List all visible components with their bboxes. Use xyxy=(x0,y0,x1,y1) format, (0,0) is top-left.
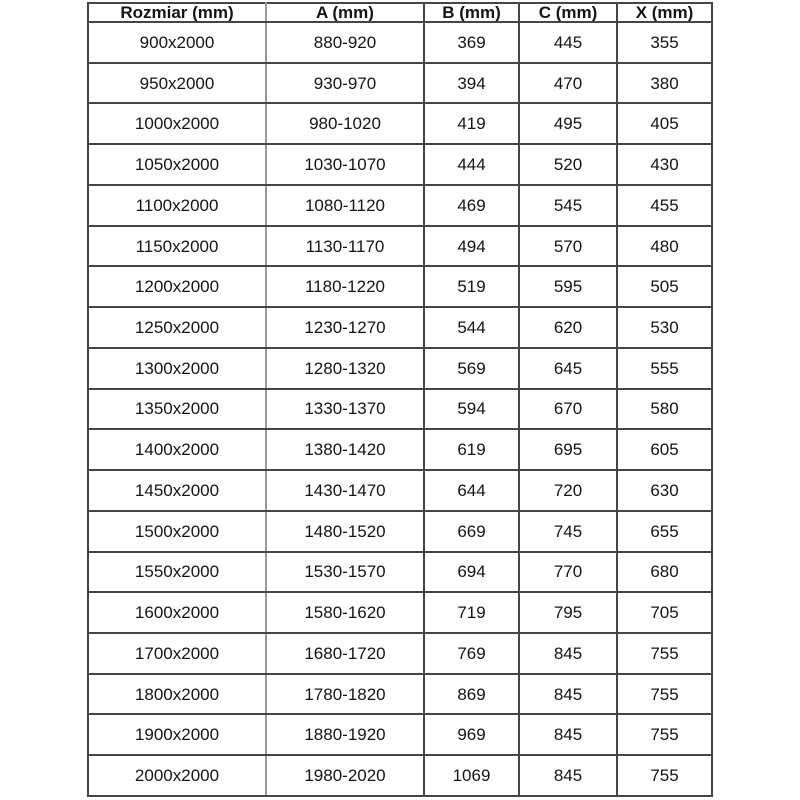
table-cell: 455 xyxy=(617,185,712,226)
table-row xyxy=(88,755,712,796)
table-cell: 1050x2000 xyxy=(88,144,266,185)
table-cell: 494 xyxy=(424,226,519,267)
table-cell: 369 xyxy=(424,22,519,63)
table-cell: 1150x2000 xyxy=(88,226,266,267)
table-cell: 555 xyxy=(617,348,712,389)
table-row xyxy=(88,592,712,633)
header-row xyxy=(88,3,712,22)
table-cell: 1130-1170 xyxy=(266,226,424,267)
table-cell: 1380-1420 xyxy=(266,429,424,470)
table-cell: 1430-1470 xyxy=(266,470,424,511)
column-header-1: A (mm) xyxy=(266,3,424,22)
table-cell: 580 xyxy=(617,389,712,430)
table-cell: 644 xyxy=(424,470,519,511)
table-row xyxy=(88,389,712,430)
table-cell: 445 xyxy=(519,22,617,63)
table-body xyxy=(88,22,712,796)
table-cell: 419 xyxy=(424,103,519,144)
table-cell: 755 xyxy=(617,633,712,674)
table-cell: 380 xyxy=(617,63,712,104)
table-cell: 1100x2000 xyxy=(88,185,266,226)
table-cell: 505 xyxy=(617,266,712,307)
table-cell: 1500x2000 xyxy=(88,511,266,552)
table-cell: 845 xyxy=(519,755,617,796)
table-row xyxy=(88,266,712,307)
table-cell: 1069 xyxy=(424,755,519,796)
table-cell: 620 xyxy=(519,307,617,348)
table-cell: 1550x2000 xyxy=(88,552,266,593)
table-row xyxy=(88,144,712,185)
table-cell: 1230-1270 xyxy=(266,307,424,348)
table-cell: 544 xyxy=(424,307,519,348)
table-cell: 1700x2000 xyxy=(88,633,266,674)
table-cell: 430 xyxy=(617,144,712,185)
table-cell: 1080-1120 xyxy=(266,185,424,226)
table-cell: 1400x2000 xyxy=(88,429,266,470)
table-cell: 705 xyxy=(617,592,712,633)
table-cell: 694 xyxy=(424,552,519,593)
table-row xyxy=(88,633,712,674)
table-cell: 470 xyxy=(519,63,617,104)
table-cell: 2000x2000 xyxy=(88,755,266,796)
table-cell: 630 xyxy=(617,470,712,511)
table-cell: 1300x2000 xyxy=(88,348,266,389)
table-cell: 1580-1620 xyxy=(266,592,424,633)
table-row xyxy=(88,348,712,389)
table-row xyxy=(88,185,712,226)
table-cell: 755 xyxy=(617,674,712,715)
table-cell: 930-970 xyxy=(266,63,424,104)
table-cell: 520 xyxy=(519,144,617,185)
table-cell: 1450x2000 xyxy=(88,470,266,511)
table-cell: 545 xyxy=(519,185,617,226)
table-cell: 1480-1520 xyxy=(266,511,424,552)
table-row xyxy=(88,63,712,104)
table-cell: 1330-1370 xyxy=(266,389,424,430)
table-cell: 1980-2020 xyxy=(266,755,424,796)
table-cell: 845 xyxy=(519,674,617,715)
table-row xyxy=(88,470,712,511)
table-cell: 444 xyxy=(424,144,519,185)
table-cell: 880-920 xyxy=(266,22,424,63)
table-cell: 1030-1070 xyxy=(266,144,424,185)
table-cell: 1900x2000 xyxy=(88,714,266,755)
table-cell: 1180-1220 xyxy=(266,266,424,307)
table-cell: 1250x2000 xyxy=(88,307,266,348)
table-cell: 769 xyxy=(424,633,519,674)
table-cell: 670 xyxy=(519,389,617,430)
table-cell: 720 xyxy=(519,470,617,511)
table-row xyxy=(88,511,712,552)
table-cell: 900x2000 xyxy=(88,22,266,63)
table-cell: 755 xyxy=(617,755,712,796)
column-header-2: B (mm) xyxy=(424,3,519,22)
table-cell: 519 xyxy=(424,266,519,307)
table-cell: 495 xyxy=(519,103,617,144)
table-cell: 569 xyxy=(424,348,519,389)
table-cell: 795 xyxy=(519,592,617,633)
table-row xyxy=(88,103,712,144)
table-cell: 645 xyxy=(519,348,617,389)
table-cell: 570 xyxy=(519,226,617,267)
table-cell: 1200x2000 xyxy=(88,266,266,307)
table-cell: 469 xyxy=(424,185,519,226)
table-cell: 755 xyxy=(617,714,712,755)
table-cell: 355 xyxy=(617,22,712,63)
table-cell: 1280-1320 xyxy=(266,348,424,389)
table-row xyxy=(88,307,712,348)
table-cell: 845 xyxy=(519,714,617,755)
table-cell: 394 xyxy=(424,63,519,104)
table-cell: 669 xyxy=(424,511,519,552)
table-row xyxy=(88,22,712,63)
table-cell: 1800x2000 xyxy=(88,674,266,715)
table-cell: 655 xyxy=(617,511,712,552)
table-cell: 1680-1720 xyxy=(266,633,424,674)
table-row xyxy=(88,674,712,715)
table-cell: 695 xyxy=(519,429,617,470)
table-cell: 1350x2000 xyxy=(88,389,266,430)
table-cell: 594 xyxy=(424,389,519,430)
table-cell: 950x2000 xyxy=(88,63,266,104)
table-cell: 1530-1570 xyxy=(266,552,424,593)
table-row xyxy=(88,714,712,755)
table-cell: 1880-1920 xyxy=(266,714,424,755)
table-cell: 480 xyxy=(617,226,712,267)
table-cell: 1780-1820 xyxy=(266,674,424,715)
table-cell: 845 xyxy=(519,633,617,674)
table-cell: 1600x2000 xyxy=(88,592,266,633)
table-cell: 980-1020 xyxy=(266,103,424,144)
table-cell: 770 xyxy=(519,552,617,593)
column-header-0: Rozmiar (mm) xyxy=(88,3,266,22)
table-cell: 719 xyxy=(424,592,519,633)
table-cell: 605 xyxy=(617,429,712,470)
table-row xyxy=(88,552,712,593)
table-cell: 1000x2000 xyxy=(88,103,266,144)
column-header-3: C (mm) xyxy=(519,3,617,22)
table-cell: 745 xyxy=(519,511,617,552)
table-cell: 680 xyxy=(617,552,712,593)
size-table xyxy=(87,2,713,797)
table-cell: 530 xyxy=(617,307,712,348)
column-header-4: X (mm) xyxy=(617,3,712,22)
table-cell: 595 xyxy=(519,266,617,307)
table-cell: 869 xyxy=(424,674,519,715)
table-row xyxy=(88,226,712,267)
table-cell: 969 xyxy=(424,714,519,755)
table-cell: 405 xyxy=(617,103,712,144)
table-row xyxy=(88,429,712,470)
table-cell: 619 xyxy=(424,429,519,470)
